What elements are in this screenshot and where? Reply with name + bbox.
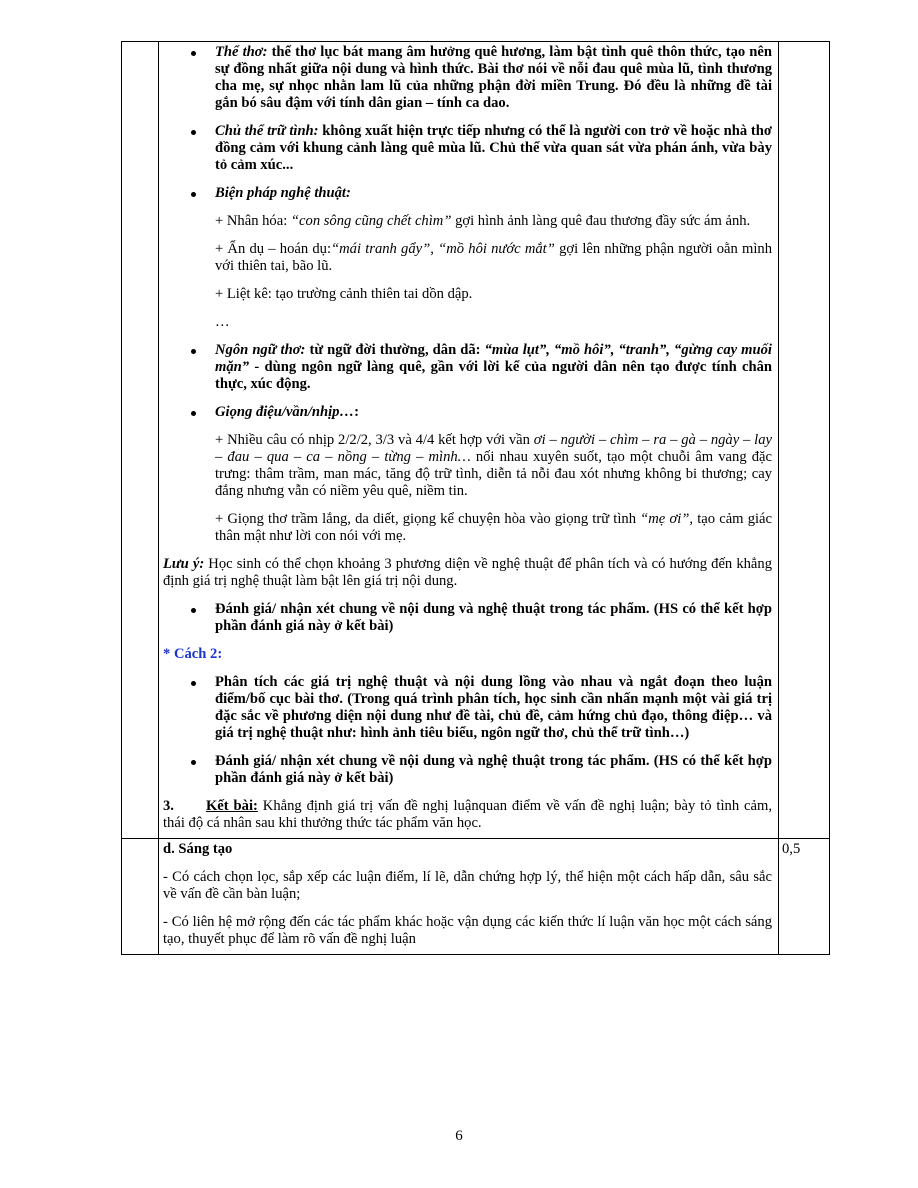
sub-item: + Ẩn dụ – hoán dụ:“mái tranh gẩy”, “mồ hôi nước mắt” gợi lên những phận người oằn mình với thiên tai, bão lũ. (215, 241, 773, 274)
list-item: Giọng điệu/vần/nhịp…: (163, 404, 772, 421)
list-item: Chủ thể trữ tình: không xuất hiện trực tiếp nhưng có thể là người con trở về hoặc nhà thơ đồng cảm với khung cảnh làng quê mùa lũ. Chủ thể vừa quan sát vừa phán ánh, vừa bày tỏ cảm xúc... (163, 123, 772, 174)
sub-item: + Nhiều câu có nhịp 2/2/2, 3/3 và 4/4 kết hợp với vần ơi – người – chìm – ra – gà – ngày – lay – đau – qua – ca – nồng – từng – mình… nối nhau xuyên suốt, tạo một chuỗi âm vang đặc trưng: thâm trầm, man mác, tăng độ trữ tình, diễn tả nỗi đau xót nhưng không bi thương; cay đắng nhưng vẫn có niềm yêu quê, niềm tin. (215, 432, 773, 499)
sub-item: + Giọng thơ trầm lắng, da diết, giọng kể chuyện hòa vào giọng trữ tình “mẹ ơi”, tạo cảm giác thân mật như lời con nói với mẹ. (215, 511, 772, 544)
list-item: Ngôn ngữ thơ: từ ngữ đời thường, dân dã: “mùa lụt”, “mồ hôi”, “tranh”, “gừng cay muối mặn” - dùng ngôn ngữ làng quê, gần với lời kể của người dân nên tạo được tính chân thực, xúc động. (163, 342, 772, 393)
section-heading: * Cách 2: (163, 646, 223, 662)
bullet-icon (191, 51, 196, 56)
index-cell (122, 839, 159, 955)
content-cell (159, 839, 779, 955)
list-item: Biện pháp nghệ thuật: (163, 185, 772, 202)
note: Lưu ý: Học sinh có thể chọn khoảng 3 phương diện về nghệ thuật để phân tích và có hướng đến khẳng định giá trị nghệ thuật làm bật lên giá trị nội dung. (163, 556, 772, 589)
score-cell (779, 42, 830, 839)
bullet-icon (191, 760, 196, 765)
bullet-icon (191, 608, 196, 613)
sub-item: + Liệt kê: tạo trường cảnh thiên tai dồn dập. (215, 286, 473, 302)
bullet-icon (191, 411, 196, 416)
bullet-icon (191, 130, 196, 135)
index-cell (122, 42, 159, 839)
table-row (122, 839, 830, 955)
section-heading: d. Sáng tạo (163, 841, 233, 857)
conclusion: 3. Kết bài: Khẳng định giá trị vấn đề nghị luậnquan điểm về vấn đề nghị luận; bày tỏ tình cảm, thái độ cá nhân sau khi thưởng thức tác phẩm văn học. (163, 798, 772, 831)
paragraph: - Có cách chọn lọc, sắp xếp các luận điểm, lí lẽ, dẫn chứng hợp lý, thể hiện một cách hấp dẫn, sâu sắc về vấn đề cần bàn luận; (163, 869, 772, 902)
page-number: 6 (455, 1128, 463, 1144)
list-item: Đánh giá/ nhận xét chung về nội dung và nghệ thuật trong tác phẩm. (HS có thể kết hợp phần đánh giá này ở kết bài) (163, 601, 772, 635)
ellipsis: … (215, 314, 230, 330)
paragraph: - Có liên hệ mở rộng đến các tác phẩm khác hoặc vận dụng các kiến thức lí luận văn học một cách sáng tạo, thuyết phục để làm rõ vấn đề nghị luận (163, 914, 772, 947)
bullet-icon (191, 349, 196, 354)
sub-item: + Nhân hóa: “con sông cũng chết chìm” gợi hình ảnh làng quê đau thương đầy sức ám ảnh. (215, 213, 751, 229)
list-item: Đánh giá/ nhận xét chung về nội dung và nghệ thuật trong tác phẩm. (HS có thể kết hợp phần đánh giá này ở kết bài) (163, 753, 772, 787)
content-cell (159, 42, 779, 839)
table-row (122, 42, 830, 839)
score-cell (779, 839, 830, 955)
list-item: Phân tích các giá trị nghệ thuật và nội dung lồng vào nhau và ngắt đoạn theo luận điểm/bố cục bài thơ. (Trong quá trình phân tích, học sinh cần nhấn mạnh một vài giá trị đặc sắc về phương diện nội dung như đề tài, chủ đề, cảm hứng chủ đạo, thông điệp… và giá trị nghệ thuật như: hình ảnh tiêu biểu, ngôn ngữ thơ, chủ thể trữ tình…) (163, 674, 772, 742)
bullet-icon (191, 192, 196, 197)
list-item: Thể thơ: thể thơ lục bát mang âm hưởng quê hương, làm bật tình quê thôn thức, tạo nên sự đồng nhất giữa nội dung và hình thức. Bài thơ nói về nỗi đau quê mùa lũ, tình thương cha mẹ, sự nhọc nhằn lam lũ của những phận đời miền Trung. Đó đều là những đề tài gắn bó sâu đậm với tính dân gian – tính ca dao. (163, 44, 772, 112)
score-value: 0,5 (782, 841, 801, 857)
bullet-icon (191, 681, 196, 686)
grading-table (121, 41, 830, 955)
